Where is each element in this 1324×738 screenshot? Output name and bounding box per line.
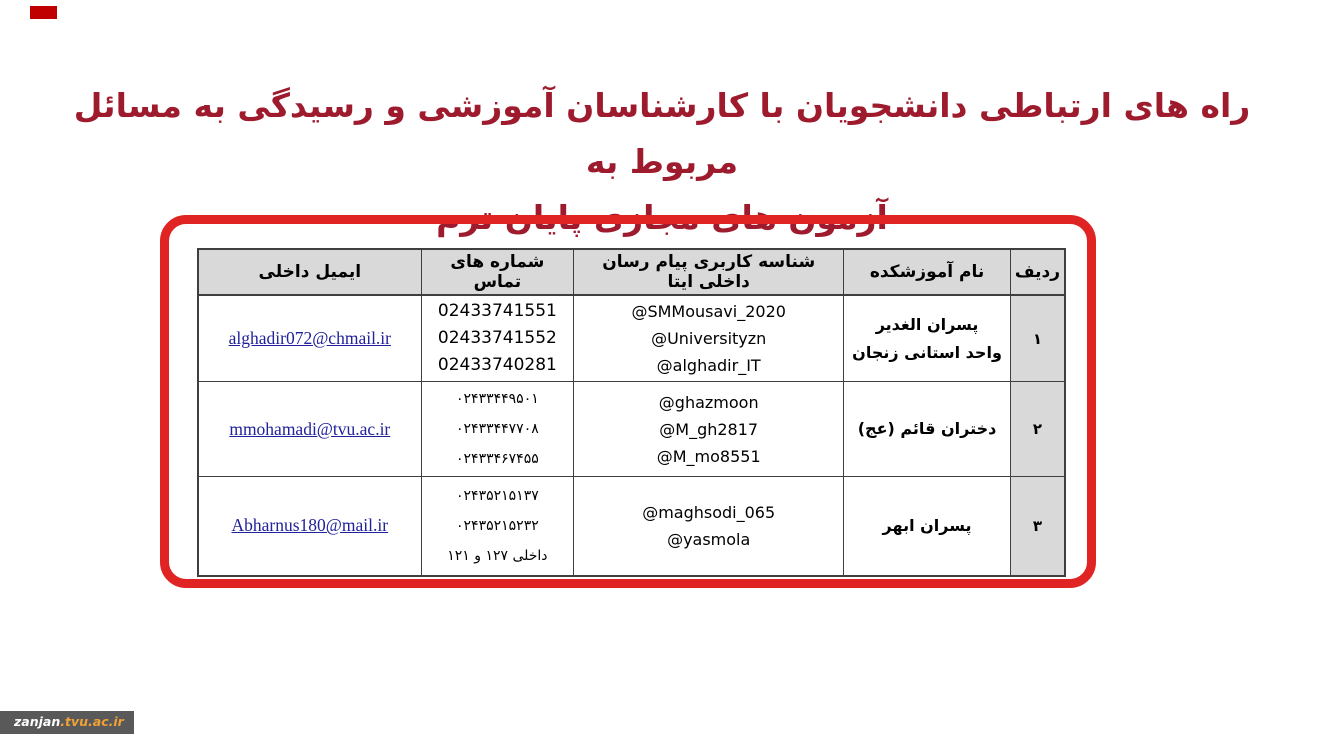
school-name-line: واحد استانی زنجان <box>852 342 1002 362</box>
phone-numbers-cell <box>421 477 574 576</box>
column-header-eitaa-id: شناسه کاربری پیام رسان داخلی ایتا <box>574 249 844 295</box>
school-name-line: دختران قائم (عج) <box>857 419 997 438</box>
school-name-line: پسران ابهر <box>882 515 972 535</box>
column-header-phone-numbers: شماره های تماس <box>421 249 574 295</box>
phone-number: ۰۲۴۳۳۴۶۷۴۵۵ <box>456 451 539 467</box>
site-domain: .tvu.ac.ir <box>60 714 124 729</box>
eitaa-id: @M_gh2817 <box>659 419 759 439</box>
email-cell <box>198 295 421 382</box>
phone-number: ۰۲۴۳۵۲۱۵۲۳۲ <box>456 517 539 534</box>
email-link[interactable]: alghadir072@chmail.ir <box>228 328 391 348</box>
phone-numbers-cell <box>421 295 574 382</box>
school-name-line: پسران الغدیر <box>875 314 979 334</box>
phone-number: ۰۲۴۳۳۴۴۷۷۰۸ <box>456 421 539 437</box>
row-number-cell: ۱ <box>1010 295 1065 382</box>
eitaa-id-cell <box>574 295 844 382</box>
page-title-line-1: راه های ارتباطی دانشجویان با کارشناسان آموزشی و رسیدگی به مسائل مربوط به <box>73 86 1251 181</box>
school-name-cell <box>844 382 1011 477</box>
phone-number: ۰۲۴۳۵۲۱۵۱۳۷ <box>456 487 539 504</box>
table-row <box>198 477 1065 576</box>
eitaa-id: @Universityzn <box>651 329 767 348</box>
eitaa-id: @SMMousavi_2020 <box>631 302 786 321</box>
column-header-school-name: نام آموزشکده <box>844 249 1011 295</box>
column-header-row-number: ردیف <box>1010 249 1065 295</box>
email-link[interactable]: Abharnus180@mail.ir <box>231 515 389 536</box>
eitaa-id: @yasmola <box>667 529 751 549</box>
eitaa-id-cell <box>574 477 844 576</box>
email-cell <box>198 382 421 477</box>
eitaa-id-cell <box>574 382 844 477</box>
corner-red-mark <box>30 6 57 19</box>
email-cell <box>198 477 421 576</box>
contact-table <box>197 248 1066 577</box>
table-row <box>198 382 1065 477</box>
site-name: zanjan <box>14 714 61 729</box>
school-name-cell <box>844 477 1011 576</box>
row-number-cell: ۳ <box>1010 477 1065 576</box>
site-watermark-badge <box>0 711 134 734</box>
phone-numbers-cell <box>421 382 574 477</box>
eitaa-id: @M_mo8551 <box>656 446 761 466</box>
phone-number: 02433741552 <box>437 328 557 348</box>
school-name-cell <box>844 295 1011 382</box>
eitaa-id: @ghazmoon <box>658 392 759 412</box>
page-title-line-2: آزمون های مجازی پایان ترم <box>436 198 888 237</box>
eitaa-id: @alghadir_IT <box>656 356 761 375</box>
column-header-internal-email: ایمیل داخلی <box>198 249 421 295</box>
table-header-row <box>198 249 1065 295</box>
phone-number: 02433740281 <box>437 355 557 375</box>
email-link[interactable]: mmohamadi@tvu.ac.ir <box>229 418 391 439</box>
eitaa-id: @maghsodi_065 <box>642 502 776 522</box>
phone-number: 02433741551 <box>437 301 557 321</box>
phone-extension: داخلی ۱۲۷ و ۱۲۱ <box>447 547 548 564</box>
row-number-cell: ۲ <box>1010 382 1065 477</box>
table-row <box>198 295 1065 382</box>
phone-number: ۰۲۴۳۳۴۴۹۵۰۱ <box>456 391 539 407</box>
